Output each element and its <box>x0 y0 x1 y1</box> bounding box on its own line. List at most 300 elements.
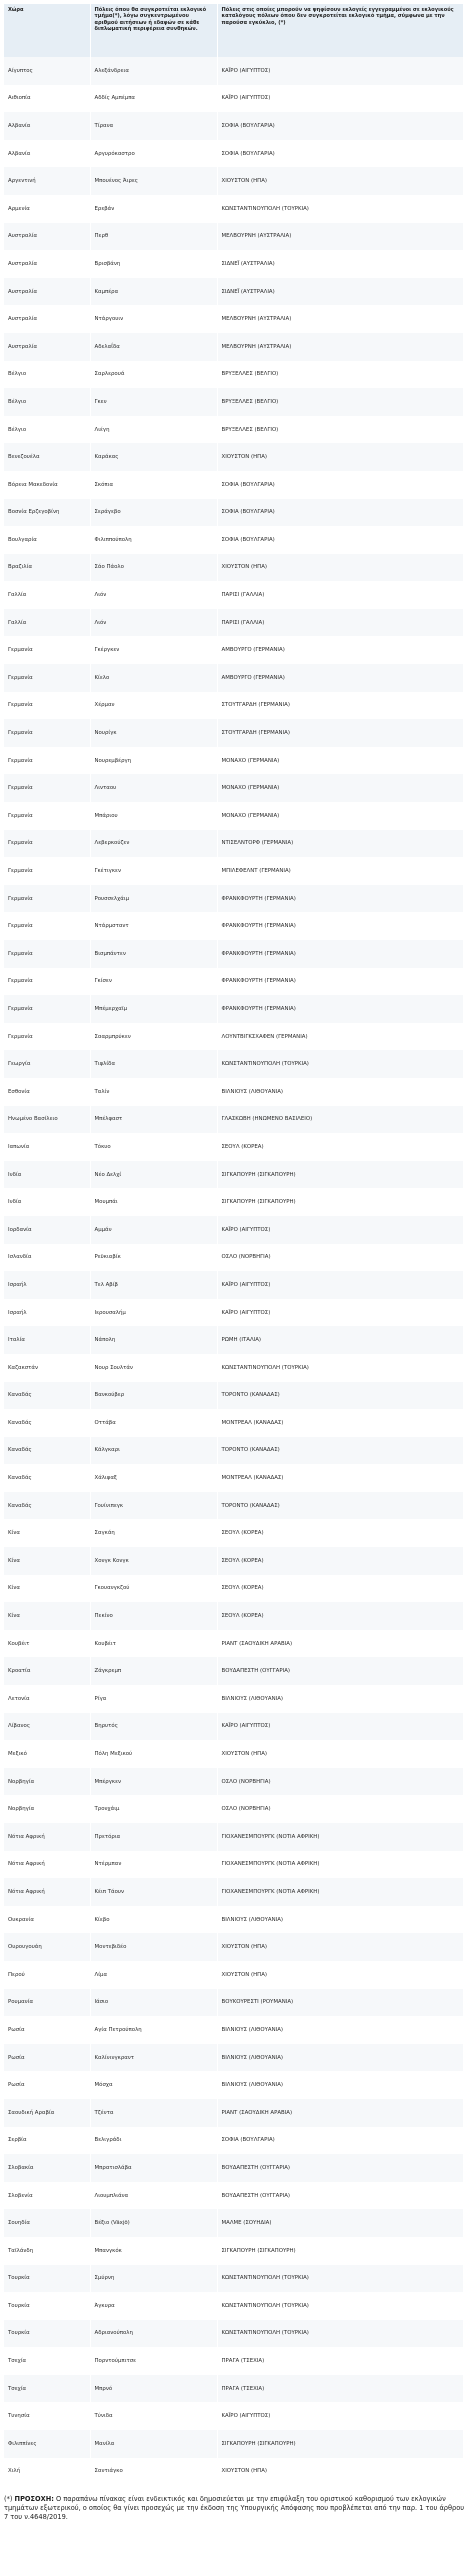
table-row <box>4 1023 463 1051</box>
cell-country: Φιλιππίνες <box>4 2430 90 2458</box>
cell-city: Κίεβο <box>90 1906 217 1934</box>
cell-city: Τζέντα <box>90 2099 217 2127</box>
cell-country: Λίβανος <box>4 1713 90 1741</box>
table-row <box>4 1464 463 1492</box>
cell-voting-center: ΠΡΑΓΑ (ΤΣΕΧΙΑ) <box>217 2375 463 2403</box>
cell-voting-center: ΣΤΟΥΤΓΑΡΔΗ (ΓΕΡΜΑΝΙΑ) <box>217 719 463 747</box>
cell-city: Κουβέιτ <box>90 1630 217 1658</box>
cell-country: Αλβανία <box>4 112 90 140</box>
cell-country: Γαλλία <box>4 581 90 609</box>
table-row <box>4 609 463 637</box>
table-row <box>4 2016 463 2044</box>
cell-city: Γκεν <box>90 388 217 416</box>
cell-city: Λίμα <box>90 1961 217 1989</box>
cell-city: Σααρμπρύκεν <box>90 1023 217 1051</box>
cell-city: Βελιγράδι <box>90 2127 217 2155</box>
cell-voting-center: ΧΙΟΥΣΤΟΝ (ΗΠΑ) <box>217 2458 463 2486</box>
table-row <box>4 112 463 140</box>
table-row <box>4 2182 463 2210</box>
cell-voting-center: ΒΙΛΝΙΟΥΣ (ΛΙΘΟΥΑΝΙΑ) <box>217 2044 463 2072</box>
cell-country: Γερμανία <box>4 912 90 940</box>
cell-country: Αργεντινή <box>4 167 90 195</box>
cell-country: Βόρεια Μακεδονία <box>4 471 90 499</box>
cell-city: Σμύρνη <box>90 2265 217 2293</box>
cell-voting-center: ΓΙΟΧΑΝΕΣΜΠΟΥΡΓΚ (ΝΟΤΙΑ ΑΦΡΙΚΗ) <box>217 1878 463 1906</box>
table-row <box>4 1740 463 1768</box>
cell-city: Ρουσσελχάιμ <box>90 885 217 913</box>
cell-voting-center: ΟΣΛΟ (ΝΟΡΒΗΓΙΑ) <box>217 1768 463 1796</box>
table-row <box>4 2320 463 2348</box>
cell-city: Τιφλίδα <box>90 1050 217 1078</box>
cell-voting-center: ΚΑΪΡΟ (ΑΙΓΥΠΤΟΣ) <box>217 85 463 113</box>
cell-voting-center: ΜΠΙΛΕΦΕΛΝΤ (ΓΕΡΜΑΝΙΑ) <box>217 857 463 885</box>
cell-voting-center: ΒΟΥΚΟΥΡΕΣΤΙ (ΡΟΥΜΑΝΙΑ) <box>217 1989 463 2017</box>
cell-city: Σαντιάγκο <box>90 2458 217 2486</box>
cell-voting-center: ΚΑΪΡΟ (ΑΙΓΥΠΤΟΣ) <box>217 57 463 85</box>
cell-country: Ρουμανία <box>4 1989 90 2017</box>
footnote-text: Ο παραπάνω πίνακας είναι ενδεικτικός και δημοσιεύεται με την επιφύλαξη του οριστικού καθορισμού των εκλογικών τμημάτων εξωτερικού, ο οποίος θα γίνει προσεχώς με την έκδοση της Υπουργικής Απόφασης που προβλέπεται από την παρ. 1 του άρθρου 7 του ν.4648/2019. <box>4 2495 465 2522</box>
cell-city: Καμπέρα <box>90 278 217 306</box>
cell-country: Καναδάς <box>4 1382 90 1410</box>
cell-country: Ουρουγουάη <box>4 1933 90 1961</box>
table-row <box>4 2044 463 2072</box>
table-row <box>4 1713 463 1741</box>
footnote-marker: (*) <box>4 2495 15 2503</box>
cell-country: Ιαπωνία <box>4 1133 90 1161</box>
cell-city: Αμμάν <box>90 1216 217 1244</box>
footnote-warning-label: ΠΡΟΣΟΧΗ: <box>14 2495 54 2503</box>
cell-city: Ζάγκρεμπ <box>90 1657 217 1685</box>
cell-voting-center: ΜΟΝΤΡΕΑΛ (ΚΑΝΑΔΑΣ) <box>217 1464 463 1492</box>
cell-voting-center: ΣΙΓΚΑΠΟΥΡΗ (ΣΙΓΚΑΠΟΥΡΗ) <box>217 1188 463 1216</box>
cell-voting-center: ΜΕΛΒΟΥΡΝΗ (ΑΥΣΤΡΑΛΙΑ) <box>217 305 463 333</box>
cell-country: Τουρκία <box>4 2265 90 2293</box>
cell-country: Καναδάς <box>4 1437 90 1465</box>
cell-voting-center: ΣΙΓΚΑΠΟΥΡΗ (ΣΙΓΚΑΠΟΥΡΗ) <box>217 2237 463 2265</box>
cell-country: Γαλλία <box>4 609 90 637</box>
cell-voting-center: ΓΙΟΧΑΝΕΣΜΠΟΥΡΓΚ (ΝΟΤΙΑ ΑΦΡΙΚΗ) <box>217 1823 463 1851</box>
table-row <box>4 140 463 168</box>
header-country: Χώρα <box>4 4 90 57</box>
cell-city: Ντέρμπαν <box>90 1851 217 1879</box>
cell-city: Ρίγα <box>90 1685 217 1713</box>
cell-voting-center: ΧΙΟΥΣΤΟΝ (ΗΠΑ) <box>217 554 463 582</box>
cell-voting-center: ΜΕΛΒΟΥΡΝΗ (ΑΥΣΤΡΑΛΙΑ) <box>217 223 463 251</box>
cell-country: Αίγυπτος <box>4 57 90 85</box>
table-row <box>4 719 463 747</box>
cell-voting-center: ΟΣΛΟ (ΝΟΡΒΗΓΙΑ) <box>217 1795 463 1823</box>
cell-city: Αδριανούπολη <box>90 2320 217 2348</box>
cell-country: Χιλή <box>4 2458 90 2486</box>
cell-voting-center: ΣΙΓΚΑΠΟΥΡΗ (ΣΙΓΚΑΠΟΥΡΗ) <box>217 2430 463 2458</box>
cell-city: Αργυρόκαστρο <box>90 140 217 168</box>
cell-voting-center: ΧΙΟΥΣΤΟΝ (ΗΠΑ) <box>217 1961 463 1989</box>
cell-city: Άγκυρα <box>90 2292 217 2320</box>
table-row <box>4 278 463 306</box>
cell-voting-center: ΡΩΜΗ (ΙΤΑΛΙΑ) <box>217 1326 463 1354</box>
cell-voting-center: ΣΕΟΥΛ (ΚΟΡΕΑ) <box>217 1575 463 1603</box>
table-row <box>4 443 463 471</box>
cell-country: Ρωσία <box>4 2071 90 2099</box>
cell-city: Ταλίν <box>90 1078 217 1106</box>
cell-city: Γκίσεν <box>90 968 217 996</box>
table-row <box>4 1106 463 1134</box>
cell-voting-center: ΒΡΥΞΕΛΛΕΣ (ΒΕΛΓΙΟ) <box>217 388 463 416</box>
cell-country: Τσεχία <box>4 2347 90 2375</box>
cell-country: Γερμανία <box>4 692 90 720</box>
cell-country: Γερμανία <box>4 664 90 692</box>
cell-country: Σλοβακία <box>4 2154 90 2182</box>
cell-voting-center: ΣΙΔΝΕΪ (ΑΥΣΤΡΑΛΙΑ) <box>217 278 463 306</box>
cell-voting-center: ΜΟΝΑΧΟ (ΓΕΡΜΑΝΙΑ) <box>217 747 463 775</box>
cell-country: Τουρκία <box>4 2320 90 2348</box>
table-row <box>4 1795 463 1823</box>
table-row <box>4 388 463 416</box>
table-row <box>4 1547 463 1575</box>
table-row <box>4 692 463 720</box>
table-row <box>4 1961 463 1989</box>
table-row <box>4 1575 463 1603</box>
table-row <box>4 1851 463 1879</box>
cell-country: Γερμανία <box>4 940 90 968</box>
cell-country: Ουκρανία <box>4 1906 90 1934</box>
table-row <box>4 195 463 223</box>
cell-country: Ταϊλάνδη <box>4 2237 90 2265</box>
cell-city: Μπάριου <box>90 802 217 830</box>
cell-country: Περού <box>4 1961 90 1989</box>
cell-country: Αρμενία <box>4 195 90 223</box>
cell-voting-center: ΚΩΝΣΤΑΝΤΙΝΟΥΠΟΛΗ (ΤΟΥΡΚΙΑ) <box>217 2320 463 2348</box>
table-row <box>4 2375 463 2403</box>
table-row <box>4 995 463 1023</box>
table-row <box>4 1878 463 1906</box>
table-row <box>4 636 463 664</box>
cell-city: Ντάρμσταντ <box>90 912 217 940</box>
cell-city: Ερεβάν <box>90 195 217 223</box>
cell-voting-center: ΒΙΛΝΙΟΥΣ (ΛΙΘΟΥΑΝΙΑ) <box>217 2016 463 2044</box>
table-row <box>4 2458 463 2486</box>
cell-country: Μεξικό <box>4 1740 90 1768</box>
cell-city: Κάλγκαρι <box>90 1437 217 1465</box>
cell-city: Καλίνινγκραντ <box>90 2044 217 2072</box>
cell-voting-center: ΛΟΥΝΤΒΙΓΚΣΧΑΦΕΝ (ΓΕΡΜΑΝΙΑ) <box>217 1023 463 1051</box>
cell-country: Γερμανία <box>4 719 90 747</box>
cell-voting-center: ΜΟΝΑΧΟ (ΓΕΡΜΑΝΙΑ) <box>217 774 463 802</box>
cell-voting-center: ΣΕΟΥΛ (ΚΟΡΕΑ) <box>217 1602 463 1630</box>
cell-city: Μπρατισλάβα <box>90 2154 217 2182</box>
cell-voting-center: ΡΙΑΝΤ (ΣΑΟΥΔΙΚΗ ΑΡΑΒΙΑ) <box>217 1630 463 1658</box>
cell-city: Λιόν <box>90 581 217 609</box>
table-row <box>4 1354 463 1382</box>
cell-city: Λινταου <box>90 774 217 802</box>
cell-voting-center: ΣΟΦΙΑ (ΒΟΥΛΓΑΡΙΑ) <box>217 140 463 168</box>
cell-city: Ντάργουιν <box>90 305 217 333</box>
cell-country: Βέλγιο <box>4 416 90 444</box>
cell-country: Βενεζουέλα <box>4 443 90 471</box>
table-row <box>4 581 463 609</box>
cell-voting-center: ΣΕΟΥΛ (ΚΟΡΕΑ) <box>217 1519 463 1547</box>
table-row <box>4 1630 463 1658</box>
table-row <box>4 499 463 527</box>
cell-country: Σουηδία <box>4 2209 90 2237</box>
cell-country: Νότια Αφρική <box>4 1851 90 1879</box>
cell-country: Ηνωμένο Βασίλειο <box>4 1106 90 1134</box>
cell-voting-center: ΒΙΛΝΙΟΥΣ (ΛΙΘΟΥΑΝΙΑ) <box>217 2071 463 2099</box>
cell-country: Ιταλία <box>4 1326 90 1354</box>
cell-voting-center: ΚΩΝΣΤΑΝΤΙΝΟΥΠΟΛΗ (ΤΟΥΡΚΙΑ) <box>217 2292 463 2320</box>
table-row <box>4 912 463 940</box>
cell-city: Βρισβάνη <box>90 250 217 278</box>
cell-city: Νουρίγκ <box>90 719 217 747</box>
cell-voting-center: ΑΜΒΟΥΡΓΟ (ΓΕΡΜΑΝΙΑ) <box>217 664 463 692</box>
cell-country: Νορβηγία <box>4 1768 90 1796</box>
cell-city: Βισμπάντεν <box>90 940 217 968</box>
table-row <box>4 940 463 968</box>
cell-country: Τυνησία <box>4 2402 90 2430</box>
cell-city: Μπουένος Άιρες <box>90 167 217 195</box>
table-row <box>4 1299 463 1327</box>
cell-city: Γκέργκεν <box>90 636 217 664</box>
table-row <box>4 1933 463 1961</box>
table-row <box>4 2265 463 2293</box>
table-row <box>4 1492 463 1520</box>
cell-country: Καναδάς <box>4 1464 90 1492</box>
cell-city: Καράκας <box>90 443 217 471</box>
cell-voting-center: ΚΑΪΡΟ (ΑΙΓΥΠΤΟΣ) <box>217 1713 463 1741</box>
cell-voting-center: ΓΙΟΧΑΝΕΣΜΠΟΥΡΓΚ (ΝΟΤΙΑ ΑΦΡΙΚΗ) <box>217 1851 463 1879</box>
cell-voting-center: ΒΙΛΝΙΟΥΣ (ΛΙΘΟΥΑΝΙΑ) <box>217 1078 463 1106</box>
cell-country: Ισραήλ <box>4 1299 90 1327</box>
cell-city: Λεβερκούζεν <box>90 830 217 858</box>
cell-country: Αυστραλία <box>4 305 90 333</box>
cell-country: Τουρκία <box>4 2292 90 2320</box>
table-row <box>4 830 463 858</box>
cell-country: Εσθονία <box>4 1078 90 1106</box>
cell-country: Σερβία <box>4 2127 90 2155</box>
cell-city: Μπέλφαστ <box>90 1106 217 1134</box>
cell-voting-center: ΣΙΔΝΕΪ (ΑΥΣΤΡΑΛΙΑ) <box>217 250 463 278</box>
cell-country: Κίνα <box>4 1547 90 1575</box>
cell-city: Σαγκάη <box>90 1519 217 1547</box>
cell-country: Γερμανία <box>4 857 90 885</box>
cell-voting-center: ΚΑΪΡΟ (ΑΙΓΥΠΤΟΣ) <box>217 1271 463 1299</box>
table-row <box>4 1271 463 1299</box>
cell-city: Γκουανγκζού <box>90 1575 217 1603</box>
cell-country: Σλοβενία <box>4 2182 90 2210</box>
cell-city: Πορντούμπιτσε <box>90 2347 217 2375</box>
cell-city: Χονγκ Κονγκ <box>90 1547 217 1575</box>
cell-city: Φιλιππούπολη <box>90 526 217 554</box>
cell-city: Σάο Πάολο <box>90 554 217 582</box>
table-row <box>4 1685 463 1713</box>
cell-voting-center: ΚΑΪΡΟ (ΑΙΓΥΠΤΟΣ) <box>217 2402 463 2430</box>
cell-country: Νότια Αφρική <box>4 1878 90 1906</box>
cell-voting-center: ΟΣΛΟ (ΝΟΡΒΗΓΙΑ) <box>217 1244 463 1272</box>
cell-country: Κροατία <box>4 1657 90 1685</box>
cell-country: Νότια Αφρική <box>4 1823 90 1851</box>
table-row <box>4 1188 463 1216</box>
cell-voting-center: ΒΟΥΔΑΠΕΣΤΗ (ΟΥΓΓΑΡΙΑ) <box>217 1657 463 1685</box>
cell-country: Γερμανία <box>4 802 90 830</box>
cell-city: Μπέμερχαϊμ <box>90 995 217 1023</box>
cell-country: Γερμανία <box>4 995 90 1023</box>
table-row <box>4 857 463 885</box>
cell-city: Τίρανα <box>90 112 217 140</box>
cell-city: Ρεϋκιαβίκ <box>90 1244 217 1272</box>
cell-country: Κίνα <box>4 1575 90 1603</box>
table-row <box>4 333 463 361</box>
table-row <box>4 250 463 278</box>
cell-country: Ρωσία <box>4 2016 90 2044</box>
cell-voting-center: ΠΡΑΓΑ (ΤΣΕΧΙΑ) <box>217 2347 463 2375</box>
table-row <box>4 1382 463 1410</box>
header-voting-center: Πόλεις στις οποίες μπορούν να ψηφίσουν εκλογείς εγγεγραμμένοι σε εκλογικούς καταλόγους πόλεων όπου δεν συγκροτείται εκλογικό τμήμα, σύμφωνα με την παρούσα εγκύκλιο, (*) <box>217 4 463 57</box>
cell-city: Γουίνιπεγκ <box>90 1492 217 1520</box>
cell-country: Λετονία <box>4 1685 90 1713</box>
table-row <box>4 2154 463 2182</box>
table-row <box>4 167 463 195</box>
cell-voting-center: ΚΩΝΣΤΑΝΤΙΝΟΥΠΟΛΗ (ΤΟΥΡΚΙΑ) <box>217 1050 463 1078</box>
table-row <box>4 2127 463 2155</box>
cell-country: Κίνα <box>4 1602 90 1630</box>
cell-country: Βέλγιο <box>4 388 90 416</box>
cell-city: Τελ Αβίβ <box>90 1271 217 1299</box>
cell-city: Μανίλα <box>90 2430 217 2458</box>
table-row <box>4 1078 463 1106</box>
cell-country: Καναδάς <box>4 1409 90 1437</box>
table-row <box>4 885 463 913</box>
cell-country: Αυστραλία <box>4 250 90 278</box>
cell-country: Ινδία <box>4 1188 90 1216</box>
cell-country: Γερμανία <box>4 747 90 775</box>
table-row <box>4 1409 463 1437</box>
table-row <box>4 1906 463 1934</box>
cell-city: Αγία Πετρούπολη <box>90 2016 217 2044</box>
cell-country: Γεωργία <box>4 1050 90 1078</box>
table-wrapper <box>4 4 463 2485</box>
table-row <box>4 968 463 996</box>
cell-city: Κέιπ Τάουν <box>90 1878 217 1906</box>
cell-voting-center: ΦΡΑΝΚΦΟΥΡΤΗ (ΓΕΡΜΑΝΙΑ) <box>217 940 463 968</box>
cell-voting-center: ΓΛΑΣΚΩΒΗ (ΗΝΩΜΕΝΟ ΒΑΣΙΛΕΙΟ) <box>217 1106 463 1134</box>
table-row <box>4 664 463 692</box>
cell-city: Πεκίνο <box>90 1602 217 1630</box>
cell-voting-center: ΣΕΟΥΛ (ΚΟΡΕΑ) <box>217 1547 463 1575</box>
table-row <box>4 1519 463 1547</box>
cell-voting-center: ΣΟΦΙΑ (ΒΟΥΛΓΑΡΙΑ) <box>217 526 463 554</box>
cell-country: Καζακστάν <box>4 1354 90 1382</box>
table-row <box>4 2402 463 2430</box>
cell-country: Γερμανία <box>4 636 90 664</box>
cell-voting-center: ΒΟΥΔΑΠΕΣΤΗ (ΟΥΓΓΑΡΙΑ) <box>217 2182 463 2210</box>
cell-country: Ιορδανία <box>4 1216 90 1244</box>
table-row <box>4 223 463 251</box>
table-header-row <box>4 4 463 57</box>
cell-city: Σεράγεβο <box>90 499 217 527</box>
cell-voting-center: ΤΟΡΟΝΤΟ (ΚΑΝΑΔΑΣ) <box>217 1492 463 1520</box>
table-row <box>4 1133 463 1161</box>
cell-city: Σαρλερουά <box>90 361 217 389</box>
table-row <box>4 1823 463 1851</box>
cell-city: Βηρυτός <box>90 1713 217 1741</box>
cell-voting-center: ΣΟΦΙΑ (ΒΟΥΛΓΑΡΙΑ) <box>217 499 463 527</box>
table-row <box>4 1657 463 1685</box>
footnote <box>4 2495 466 2523</box>
cell-city: Τρονχάιμ <box>90 1795 217 1823</box>
table-row <box>4 416 463 444</box>
header-city: Πόλεις όπου θα συγκροτείται εκλογικό τμήμα(*), λόγω συγκεντρωμένου αριθμού αιτήσεων ή εδαφών σε κάθε διπλωματική περιφέρεια συνθηκών. <box>90 4 217 57</box>
cell-city: Αδδίς Αμπέμπα <box>90 85 217 113</box>
cell-voting-center: ΦΡΑΝΚΦΟΥΡΤΗ (ΓΕΡΜΑΝΙΑ) <box>217 995 463 1023</box>
cell-country: Νορβηγία <box>4 1795 90 1823</box>
table-row <box>4 57 463 85</box>
cell-country: Βουλγαρία <box>4 526 90 554</box>
cell-city: Τόκυο <box>90 1133 217 1161</box>
table-row <box>4 471 463 499</box>
table-row <box>4 305 463 333</box>
cell-voting-center: ΠΑΡΙΣΙ (ΓΑΛΛΙΑ) <box>217 609 463 637</box>
cell-voting-center: ΚΩΝΣΤΑΝΤΙΝΟΥΠΟΛΗ (ΤΟΥΡΚΙΑ) <box>217 195 463 223</box>
cell-country: Κίνα <box>4 1519 90 1547</box>
cell-city: Μπέργκεν <box>90 1768 217 1796</box>
table-row <box>4 2292 463 2320</box>
cell-city: Κίελο <box>90 664 217 692</box>
cell-city: Νάπολη <box>90 1326 217 1354</box>
cell-country: Ρωσία <box>4 2044 90 2072</box>
cell-voting-center: ΒΙΛΝΙΟΥΣ (ΛΙΘΟΥΑΝΙΑ) <box>217 1906 463 1934</box>
cell-country: Τσεχία <box>4 2375 90 2403</box>
cell-voting-center: ΡΙΑΝΤ (ΣΑΟΥΔΙΚΗ ΑΡΑΒΙΑ) <box>217 2099 463 2127</box>
cell-city: Πρετόρια <box>90 1823 217 1851</box>
cell-country: Γερμανία <box>4 830 90 858</box>
cell-city: Αδελαΐδα <box>90 333 217 361</box>
cell-country: Αυστραλία <box>4 278 90 306</box>
cell-country: Γερμανία <box>4 968 90 996</box>
cell-country: Βραζιλία <box>4 554 90 582</box>
cell-voting-center: ΣΟΦΙΑ (ΒΟΥΛΓΑΡΙΑ) <box>217 2127 463 2155</box>
cell-voting-center: ΧΙΟΥΣΤΟΝ (ΗΠΑ) <box>217 1740 463 1768</box>
table-row <box>4 2347 463 2375</box>
cell-voting-center: ΣΤΟΥΤΓΑΡΔΗ (ΓΕΡΜΑΝΙΑ) <box>217 692 463 720</box>
cell-voting-center: ΦΡΑΝΚΦΟΥΡΤΗ (ΓΕΡΜΑΝΙΑ) <box>217 885 463 913</box>
cell-city: Μοντεβιδέο <box>90 1933 217 1961</box>
cell-voting-center: ΚΩΝΣΤΑΝΤΙΝΟΥΠΟΛΗ (ΤΟΥΡΚΙΑ) <box>217 2265 463 2293</box>
table-row <box>4 1437 463 1465</box>
table-row <box>4 1050 463 1078</box>
cell-country: Αιθιοπία <box>4 85 90 113</box>
cell-voting-center: ΣΕΟΥΛ (ΚΟΡΕΑ) <box>217 1133 463 1161</box>
cell-voting-center: ΜΕΛΒΟΥΡΝΗ (ΑΥΣΤΡΑΛΙΑ) <box>217 333 463 361</box>
cell-city: Ιάσιο <box>90 1989 217 2017</box>
cell-city: Τύνιδα <box>90 2402 217 2430</box>
cell-city: Περθ <box>90 223 217 251</box>
cell-city: Χάλιφαξ <box>90 1464 217 1492</box>
table-row <box>4 85 463 113</box>
cell-voting-center: ΧΙΟΥΣΤΟΝ (ΗΠΑ) <box>217 1933 463 1961</box>
cell-voting-center: ΝΤΙΣΕΛΝΤΟΡΦ (ΓΕΡΜΑΝΙΑ) <box>217 830 463 858</box>
table-row <box>4 1989 463 2017</box>
table-row <box>4 1326 463 1354</box>
table-row <box>4 2071 463 2099</box>
table-row <box>4 1768 463 1796</box>
cell-voting-center: ΦΡΑΝΚΦΟΥΡΤΗ (ΓΕΡΜΑΝΙΑ) <box>217 912 463 940</box>
cell-city: Νέο Δελχί <box>90 1161 217 1189</box>
cell-city: Χέρμαν <box>90 692 217 720</box>
cell-city: Γκέτιγκεν <box>90 857 217 885</box>
cell-city: Ιερουσαλήμ <box>90 1299 217 1327</box>
cell-voting-center: ΚΑΪΡΟ (ΑΙΓΥΠΤΟΣ) <box>217 1216 463 1244</box>
cell-country: Γερμανία <box>4 885 90 913</box>
